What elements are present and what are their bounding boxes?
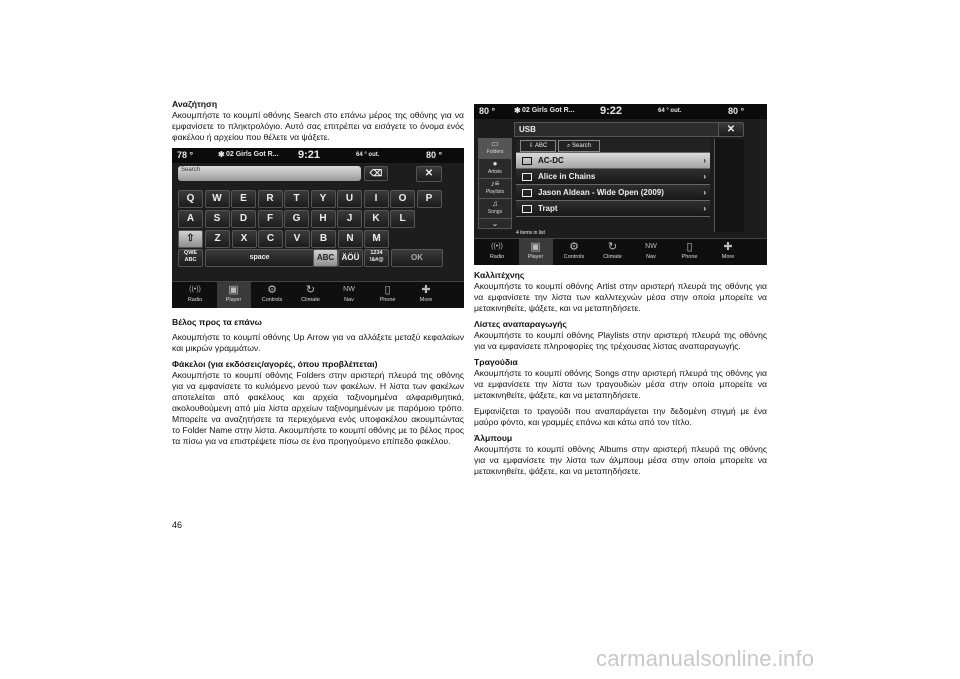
key-w[interactable]: W: [205, 190, 230, 208]
track-title: 02 Girls Got R...: [226, 151, 279, 158]
key-p[interactable]: P: [417, 190, 442, 208]
page-number: 46: [172, 520, 183, 530]
key-s[interactable]: S: [205, 210, 230, 228]
list-item[interactable]: [516, 185, 710, 201]
note-icon: ♫: [492, 199, 498, 208]
albums-heading: Άλμπουμ: [474, 433, 513, 443]
playlist-icon: ♪≡: [490, 179, 500, 188]
phone-icon: ▯: [384, 284, 391, 296]
nav-label: Phone: [681, 254, 698, 260]
nav-bar: [172, 281, 464, 308]
chevron-right-icon: ›: [703, 204, 706, 213]
ok-button[interactable]: OK: [391, 249, 443, 267]
phone-icon: ▯: [686, 241, 693, 253]
nav-label: More: [721, 254, 735, 260]
key-r[interactable]: R: [258, 190, 283, 208]
list-item-label: Trapt: [538, 204, 558, 213]
key-t[interactable]: T: [284, 190, 309, 208]
songs-note: Εμφανίζεται το τραγούδι που αναπαράγεται την δεδομένη στιγμή με ένα μαύρο φόντο, και γραμμές επάνω και κάτω από τον τίτλο.: [474, 406, 767, 427]
space-button[interactable]: space: [205, 249, 314, 267]
more-icon: ✚: [723, 241, 733, 253]
key-b[interactable]: B: [311, 230, 336, 248]
albums-text: Ακουμπήστε το κουμπί οθόνης Albums στην αριστερή πλευρά της οθόνης για να εμφανίσετε την λίστα των άλμπουμ μέσα στην οποία μπορείτε να μετακινηθείτε, ψάξετε, και να μεταπηδήσετε.: [474, 444, 767, 476]
left-column-lower: [172, 317, 464, 452]
usb-list-screen-image: [474, 104, 767, 265]
key-g[interactable]: G: [284, 210, 309, 228]
player-icon: ▣: [228, 284, 239, 296]
search-icon: ⌕: [566, 143, 572, 149]
keyboard-screen-image: [172, 148, 464, 308]
person-icon: ●: [492, 159, 498, 168]
key-i[interactable]: I: [364, 190, 389, 208]
songs-heading: Τραγούδια: [474, 357, 518, 367]
shift-up-arrow-button[interactable]: [178, 230, 203, 248]
nav-more-button[interactable]: [711, 239, 745, 265]
playlists-label: Playlists: [485, 189, 505, 195]
key-j[interactable]: J: [337, 210, 362, 228]
close-icon: ✕: [726, 124, 736, 135]
folder-icon: [522, 189, 532, 197]
key-q[interactable]: Q: [178, 190, 203, 208]
key-z[interactable]: Z: [205, 230, 230, 248]
playlists-button[interactable]: [478, 178, 512, 199]
abc-jump-button[interactable]: [520, 140, 556, 152]
nav-phone-button[interactable]: [371, 282, 405, 308]
outside-temp: 64 ° out.: [658, 108, 682, 114]
folder-icon: [522, 205, 532, 213]
search-input[interactable]: Search: [178, 166, 361, 181]
key-y[interactable]: Y: [311, 190, 336, 208]
scrollbar-track[interactable]: [714, 139, 744, 232]
more-icon: ✚: [421, 284, 431, 296]
nav-icon: NW: [645, 243, 657, 250]
search-heading: Αναζήτηση: [172, 99, 218, 109]
backspace-icon: ⌫: [369, 168, 383, 178]
key-n[interactable]: N: [338, 230, 363, 248]
search-text: Ακουμπήστε το κουμπί οθόνης Search στο επάνω μέρος της οθόνης για να εμφανίσετε το πληκτρολόγιο. Αυτό σας επιτρέπει να εισάγετε το όνομα ενός φακέλου ή αρχείου που θέλετε να ψάξετε.: [172, 110, 464, 142]
key-x[interactable]: X: [232, 230, 257, 248]
key-e[interactable]: E: [231, 190, 256, 208]
folder-icon: [522, 157, 532, 165]
clock: 9:22: [600, 105, 623, 117]
songs-text: Ακουμπήστε το κουμπί οθόνης Songs στην αριστερή πλευρά της οθόνης για να εμφανίσετε την λίστα των τραγουδιών μέσα στην οποία μπορείτε να μετακινηθείτε, ψάξετε, και να μεταπηδήσετε.: [474, 368, 767, 400]
temp-right: 80 °: [728, 106, 745, 116]
item-count: 4 items in list: [516, 230, 545, 236]
abc-jump-label: ABC: [535, 143, 548, 149]
symbols-button[interactable]: 1234 !&#@: [364, 249, 389, 267]
controls-icon: ⚙: [569, 241, 579, 253]
track-title: 02 Girls Got R...: [522, 107, 575, 114]
songs-button[interactable]: [478, 198, 512, 219]
left-column: [172, 99, 464, 148]
key-c[interactable]: C: [258, 230, 283, 248]
list-item-label: Alice in Chains: [538, 172, 596, 181]
nav-label: Player: [225, 297, 242, 303]
artists-button[interactable]: [478, 158, 512, 179]
nav-bar: [474, 238, 767, 265]
nav-label: Controls: [563, 254, 585, 260]
nav-label: Radio: [489, 254, 505, 260]
climate-icon: ↻: [607, 241, 618, 253]
temp-left: 80 °: [479, 106, 496, 116]
list-item-label: AC-DC: [538, 156, 564, 165]
qwe-abc-button[interactable]: QWE ABC: [178, 249, 203, 267]
player-icon: ▣: [530, 241, 541, 253]
key-k[interactable]: K: [364, 210, 389, 228]
nav-nav-button[interactable]: [332, 282, 366, 308]
clock: 9:21: [298, 149, 321, 161]
uparrow-heading: Βέλος προς τα επάνω: [172, 317, 262, 327]
scroll-down-button[interactable]: [478, 218, 512, 229]
nav-climate-button[interactable]: [294, 282, 328, 308]
backspace-button[interactable]: [364, 166, 388, 181]
radio-icon: ((•)): [491, 243, 503, 250]
nav-label: Phone: [379, 297, 396, 303]
nav-nav-button[interactable]: [634, 239, 668, 265]
key-h[interactable]: H: [311, 210, 336, 228]
nav-phone-button[interactable]: [673, 239, 707, 265]
close-icon: ✕: [424, 168, 434, 179]
folder-icon: ▭: [491, 139, 499, 148]
radio-icon: ((•)): [189, 286, 201, 293]
list-toolbar: [516, 139, 710, 153]
playlists-text: Ακουμπήστε το κουμπί οθόνης Playlists στην αριστερή πλευρά της οθόνης για να εμφανίσετε πληροφορίες της τρέχουσας λίστας αναπαραγωγής.: [474, 330, 767, 351]
list-item[interactable]: [516, 169, 710, 185]
list-item[interactable]: [516, 201, 710, 217]
temp-right: 80 °: [426, 150, 443, 160]
search-button[interactable]: [558, 140, 600, 152]
nav-player-button[interactable]: [217, 282, 251, 308]
artists-text: Ακουμπήστε το κουμπί οθόνης Artist στην αριστερή πλευρά της οθόνης για να εμφανίσετε την λίστα των καλλιτεχνών μέσα στην οποία μπορείτε να μετακινηθείτε, ψάξετε, και να μεταπηδήσετε.: [474, 281, 767, 313]
source-bar: USB: [514, 122, 720, 137]
temp-left: 78 °: [177, 150, 194, 160]
key-f[interactable]: F: [258, 210, 283, 228]
folder-icon: [522, 173, 532, 181]
nav-icon: NW: [343, 286, 355, 293]
nav-controls-button[interactable]: [255, 282, 289, 308]
nav-label: Climate: [603, 254, 622, 260]
close-button[interactable]: [416, 166, 442, 182]
key-o[interactable]: O: [390, 190, 415, 208]
songs-label: Songs: [487, 209, 503, 215]
abc-button[interactable]: ABC: [313, 249, 338, 267]
chevron-right-icon: ›: [703, 188, 706, 197]
umlaut-button[interactable]: ÄÖÜ: [338, 249, 363, 267]
status-bar: [172, 148, 464, 163]
chevron-right-icon: ›: [703, 172, 706, 181]
key-u[interactable]: U: [337, 190, 362, 208]
key-l[interactable]: L: [390, 210, 415, 228]
nav-label: Player: [527, 254, 544, 260]
nav-controls-button[interactable]: [557, 239, 591, 265]
status-bar: [474, 104, 767, 119]
bluetooth-icon: ✱: [514, 106, 521, 115]
key-d[interactable]: D: [231, 210, 256, 228]
chevron-down-icon: ⌄: [491, 219, 499, 228]
outside-temp: 64 ° out.: [356, 152, 380, 158]
key-m[interactable]: M: [364, 230, 389, 248]
chevron-right-icon: ›: [703, 156, 706, 165]
close-button[interactable]: [718, 122, 744, 137]
list-item-label: Jason Aldean - Wide Open (2009): [538, 188, 664, 197]
nav-player-button[interactable]: [519, 239, 553, 265]
nav-radio-button[interactable]: [480, 239, 514, 265]
key-a[interactable]: A: [178, 210, 203, 228]
nav-label: Controls: [261, 297, 283, 303]
search-label: Search: [572, 143, 592, 149]
nav-label: Nav: [344, 297, 354, 303]
nav-label: Radio: [187, 297, 203, 303]
key-v[interactable]: V: [285, 230, 310, 248]
climate-icon: ↻: [305, 284, 316, 296]
nav-label: Climate: [301, 297, 320, 303]
nav-label: Nav: [646, 254, 656, 260]
folders-text: Ακουμπήστε το κουμπί οθόνης Folders στην αριστερή πλευρά της οθόνης για να εμφανίσετε το κυλιόμενο μενού των φακέλων. Η λίστα των φακέλων αποτελείται από φακέλους και αρχεία ταξινομημένα αλφαριθμητικά, ακολουθούμενη από μία λίστα αρχείων ταξινομημένων με παρόμοιο τρόπο. Μπορείτε να αναζητήσετε τα περιεχόμενα ενός υποφακέλου ακουμπώντας το Folder Name στην λίστα. Ακουμπήστε το κουμπί οθόνης με το βέλος προς τα πίσω για να επιστρέψετε πίσω σε ένα προηγούμενο επίπεδο φακέλου.: [172, 370, 464, 446]
list-item[interactable]: [516, 153, 710, 169]
jump-icon: ⇩: [528, 143, 536, 149]
nav-climate-button[interactable]: [596, 239, 630, 265]
controls-icon: ⚙: [267, 284, 277, 296]
playlists-heading: Λίστες αναπαραγωγής: [474, 319, 567, 329]
artists-label: Artists: [488, 169, 502, 175]
nav-label: More: [419, 297, 433, 303]
artists-heading: Καλλιτέχνης: [474, 270, 525, 280]
folders-heading: Φάκελοι (για εκδόσεις/αγορές, όπου προβλέπεται): [172, 359, 378, 369]
bluetooth-icon: ✱: [218, 150, 225, 159]
watermark: carmanualsonline.info: [596, 646, 815, 671]
folders-label: Folders: [486, 149, 504, 155]
uparrow-text: Ακουμπήστε το κουμπί οθόνης Up Arrow για να αλλάξετε μεταξύ κεφαλαίων και μικρών γραμμάτων.: [172, 332, 464, 353]
nav-more-button[interactable]: [409, 282, 443, 308]
nav-radio-button[interactable]: [178, 282, 212, 308]
folders-button[interactable]: [478, 138, 512, 159]
up-arrow-icon: ⇧: [186, 233, 195, 244]
right-column: [474, 270, 767, 482]
